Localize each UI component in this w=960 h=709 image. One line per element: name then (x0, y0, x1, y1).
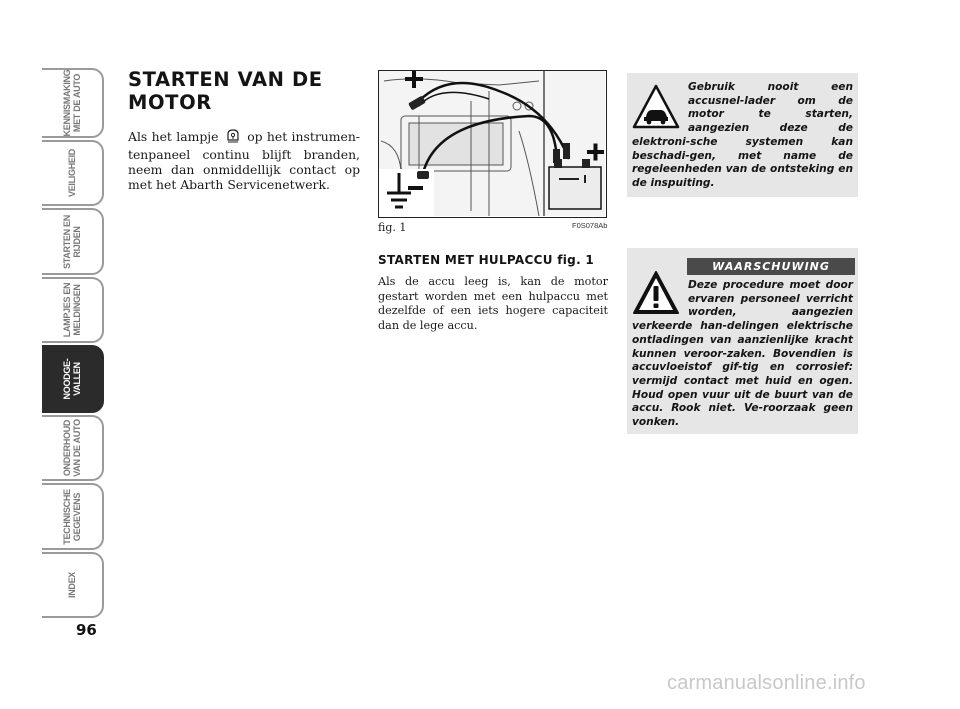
warning-note (627, 248, 858, 434)
subsection-body: Als de accu leeg is, kan de motor gestart worden met een hulpaccu met dezelfde of een iets hogere capaciteit dan de lege accu. (378, 275, 608, 332)
tab-onderhoud[interactable] (42, 415, 104, 481)
ground-minus-symbol (379, 169, 434, 216)
tab-label: VEILIGHEID (67, 148, 77, 198)
tab-veiligheid[interactable] (42, 140, 104, 206)
tab-label: LAMPJES EN MELDINGEN (62, 282, 82, 338)
section-intro (128, 128, 360, 192)
warning-badge: WAARSCHUWING (687, 258, 855, 275)
intro-text-before: Als het lampje (128, 129, 219, 144)
tab-label: KENNISMAKING MET DE AUTO (62, 69, 82, 137)
tab-technische-gegevens[interactable] (42, 483, 104, 550)
tab-label: ONDERHOUD VAN DE AUTO (62, 419, 82, 477)
tab-label: TECHNISCHE GEGEVENS (62, 488, 82, 545)
figure-label: fig. 1 (378, 221, 407, 234)
car-warning-triangle-icon (632, 83, 680, 131)
helper-battery (549, 159, 601, 209)
caution-note (627, 73, 858, 197)
tab-label: INDEX (67, 571, 77, 599)
figure-code: F0S078Ab (572, 221, 608, 230)
jump-start-battery-illustration (379, 71, 605, 216)
jump-start-figure (378, 70, 607, 218)
tab-label: NOODGE- VALLEN (62, 358, 82, 400)
watermark: carmanualsonline.info (667, 672, 866, 694)
immobilizer-warning-light-icon (225, 128, 241, 147)
warning-note-text: Deze procedure moet door ervaren personeel verricht worden, aangezien verkeerde han-delingen elektrische ontladingen van aanzienlijke kracht kunnen veroor-zaken. Bovendien is accuvloeistof gif-tig en corrosief: vermijd contact met huid en ogen. Houd open vuur uit de buurt van de accu. Rook niet. Ve-roorzaak geen vonken. (632, 279, 853, 429)
tab-index[interactable] (42, 552, 104, 618)
intro-text-after: op het instrumen-tenpaneel continu blijft branden, neem dan onmiddellijk contact op met het Abarth Servicenetwerk. (128, 129, 360, 192)
exclamation-warning-triangle-icon (632, 269, 680, 317)
caution-note-text: Gebruik nooit een accusnel-lader om de motor te starten, aangezien deze de elektroni-sche systemen kan beschadi-gen, met name de regeleenheden van de ontsteking en de inspuiting. (632, 81, 853, 189)
tab-noodgevallen[interactable] (42, 345, 104, 413)
page-number: 96 (76, 621, 97, 639)
tab-label: STARTEN EN RIJDEN (62, 214, 82, 269)
subsection-title: STARTEN MET HULPACCU fig. 1 (378, 253, 595, 267)
tab-kennismaking[interactable] (42, 68, 104, 138)
tab-starten-en-rijden[interactable] (42, 208, 104, 275)
section-title: STARTEN VAN DE MOTOR (128, 68, 323, 114)
tab-lampjes-en-meldingen[interactable] (42, 277, 104, 343)
